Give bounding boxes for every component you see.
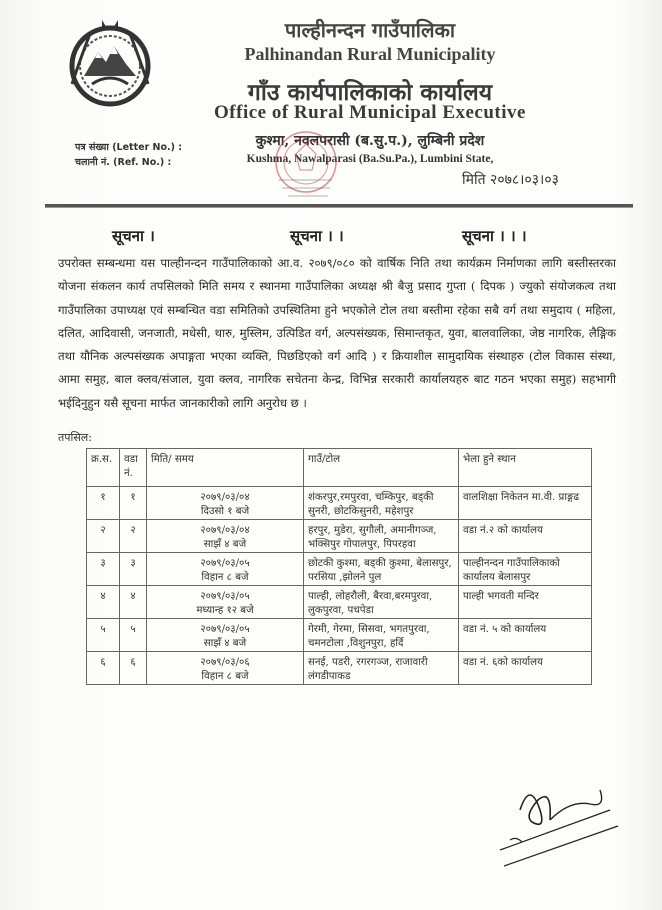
cell-ward: ६ bbox=[120, 652, 147, 685]
schedule-body bbox=[87, 487, 592, 685]
cell-villages: छोटकी कुश्मा, बड्की कुश्मा, बेलासपुर, परसिया ,झोलने पुल bbox=[304, 553, 459, 586]
table-row bbox=[87, 553, 592, 586]
cell-date: २०७९/०३/०५ bbox=[200, 558, 250, 569]
cell-datetime bbox=[147, 652, 304, 685]
col-header-venue: भेला हुने स्थान bbox=[459, 449, 592, 487]
municipality-name-en: Palhinandan Rural Municipality bbox=[244, 44, 496, 64]
cell-villages: शंकरपुर,रमपुरवा, चम्किपुर, बड्की सुनरी, छोटकिसुनरी, महेशपुर bbox=[304, 487, 459, 520]
cell-date: २०७९/०३/०५ bbox=[200, 624, 250, 635]
cell-ward: ४ bbox=[120, 586, 147, 619]
cell-time: साझँ ४ बजे bbox=[203, 539, 247, 550]
office-stamp bbox=[258, 118, 354, 214]
detail-label: तपसिल: bbox=[58, 431, 92, 444]
office-name-en: Office of Rural Municipal Executive bbox=[214, 102, 526, 123]
office-name-np: गाँउ कार्यपालिकाको कार्यालय bbox=[247, 79, 493, 106]
schedule-header-row bbox=[87, 449, 592, 487]
notice-title-2: सूचना । । bbox=[290, 227, 344, 245]
header-divider bbox=[45, 204, 633, 208]
cell-villages: गेरमी, गेरमा, सिसवा, भगतपुरवा, चमनटोला ,विशुनपुरा, हर्दि bbox=[304, 619, 459, 652]
cell-date: २०७९/०३/०४ bbox=[200, 525, 250, 536]
cell-date: २०७९/०३/०६ bbox=[200, 657, 250, 668]
cell-date: २०७९/०३/०४ bbox=[200, 492, 250, 503]
col-header-villages: गाउँ/टोल bbox=[304, 449, 459, 487]
cell-sn: २ bbox=[87, 520, 120, 553]
table-row bbox=[87, 586, 592, 619]
col-header-ward: वडा नं. bbox=[120, 449, 147, 487]
cell-date: २०७९/०३/०५ bbox=[200, 591, 250, 602]
cell-sn: ६ bbox=[87, 652, 120, 685]
cell-datetime bbox=[147, 520, 304, 553]
cell-villages: हरपुर, मुडेरा, सुगौली, अमानीगञ्ज, भक्सिपुर गोपालपुर, पिपरहवा bbox=[304, 520, 459, 553]
address-np: कुश्मा, नवलपरासी (ब.सु.प.), लुम्बिनी प्रदेश bbox=[255, 133, 485, 149]
notice-title-1: सूचना । bbox=[112, 227, 155, 245]
table-row bbox=[87, 487, 592, 520]
table-row bbox=[87, 520, 592, 553]
schedule-table bbox=[86, 448, 592, 685]
cell-datetime bbox=[147, 553, 304, 586]
address-en: Kushma, Nawalparasi (Ba.Su.Pa.), Lumbini State, bbox=[246, 153, 494, 165]
reference-block bbox=[75, 140, 182, 170]
table-row bbox=[87, 652, 592, 685]
cell-venue: पाल्हीनन्दन गाउँपालिकाको कार्यालय बेलासपुर bbox=[459, 553, 592, 586]
cell-time: साझँ ४ बजे bbox=[203, 638, 247, 649]
cell-datetime bbox=[147, 487, 304, 520]
col-header-datetime: मिति/ समय bbox=[147, 449, 304, 487]
cell-datetime bbox=[147, 586, 304, 619]
nepal-emblem-icon bbox=[62, 14, 158, 110]
cell-ward: ५ bbox=[120, 619, 147, 652]
municipality-name-np: पाल्हीनन्दन गाउँपालिका bbox=[284, 18, 456, 42]
notice-title-3: सूचना । । । bbox=[462, 227, 527, 245]
cell-time: विहान ८ बजे bbox=[201, 671, 249, 682]
cell-time: मध्यान्ह १२ बजे bbox=[196, 605, 254, 616]
cell-venue: वालशिक्षा निकेतन मा.वी. प्राङ्गढ bbox=[459, 487, 592, 520]
cell-datetime bbox=[147, 619, 304, 652]
table-row bbox=[87, 619, 592, 652]
cell-ward: २ bbox=[120, 520, 147, 553]
cell-villages: सनई, पडरी, रगरगञ्ज, राजावारी लंगडीपाकड bbox=[304, 652, 459, 685]
cell-sn: ५ bbox=[87, 619, 120, 652]
cell-time: विहान ८ बजे bbox=[201, 572, 249, 583]
cell-ward: १ bbox=[120, 487, 147, 520]
cell-villages: पाल्ही, लोहरौली, बैरवा,बरमपुरवा, लुकपुरवा, पचपेडा bbox=[304, 586, 459, 619]
officer-signature bbox=[480, 770, 630, 880]
notice-body: उपरोक्त सम्बन्धमा यस पाल्हीनन्दन गाउँपालिकाको आ.व. २०७९/०८० को वार्षिक निति तथा कार्यक्रम निर्माणका लागि बस्तीस्तरका योजना संकलन कार्य तपसिलको मिति समय र स्थानमा गाउँपालिका अध्यक्ष श्री बैजु प्रसाद गुप्ता ( दिपक ) ज्युको संयोजकत्व तथा गाउँपालिका उपाध्यक्ष एवं सम्बन्धित वडा समितिको उपस्थितिमा हुने भएकोले टोल तथा बस्तीमा रहेका सबै वर्ग तथा समुदाय ( महिला, दलित, आदिवासी, जनजाती, मधेसी, थारु, मुस्लिम, उत्पिडित वर्ग, अल्पसंख्यक, सिमान्तकृत, युवा, बालवालिका, जेष्ठ नागरिक, लैङ्गिक तथा यौनिक अल्पसंख्यक अपाङ्गता भएका व्यक्ति, पिछडिएको वर्ग आदि ) र क्रियाशील सामुदायिक संस्थाहरु (टोल विकास संस्था, आमा समुह, बाल क्लव/संजाल, युवा क्लव, नागरिक सचेतना केन्द्र, विभिन्न सरकारी कार्यालयहरु बाट गठन भएका समुह) सहभागी भईदिनुहुन यसै सूचना मार्फत जानकारीको लागि अनुरोध छ । bbox=[58, 256, 616, 410]
letter-date: मिति २०७८।०३।०३ bbox=[462, 172, 559, 188]
cell-sn: ४ bbox=[87, 586, 120, 619]
cell-venue: वडा नं. ६को कार्यालय bbox=[459, 652, 592, 685]
cell-venue: वडा नं. ५ को कार्यालय bbox=[459, 619, 592, 652]
cell-ward: ३ bbox=[120, 553, 147, 586]
ref-no-label: चलानी नं. (Ref. No.) : bbox=[75, 157, 172, 168]
cell-time: दिउसो १ बजे bbox=[200, 506, 250, 517]
cell-venue: पाल्ही भगवती मन्दिर bbox=[459, 586, 592, 619]
letter-no-label: पत्र संख्या (Letter No.) : bbox=[75, 142, 183, 153]
cell-sn: १ bbox=[87, 487, 120, 520]
cell-sn: ३ bbox=[87, 553, 120, 586]
cell-venue: वडा नं.२ को कार्यालय bbox=[459, 520, 592, 553]
col-header-sn: क्र.स. bbox=[87, 449, 120, 487]
